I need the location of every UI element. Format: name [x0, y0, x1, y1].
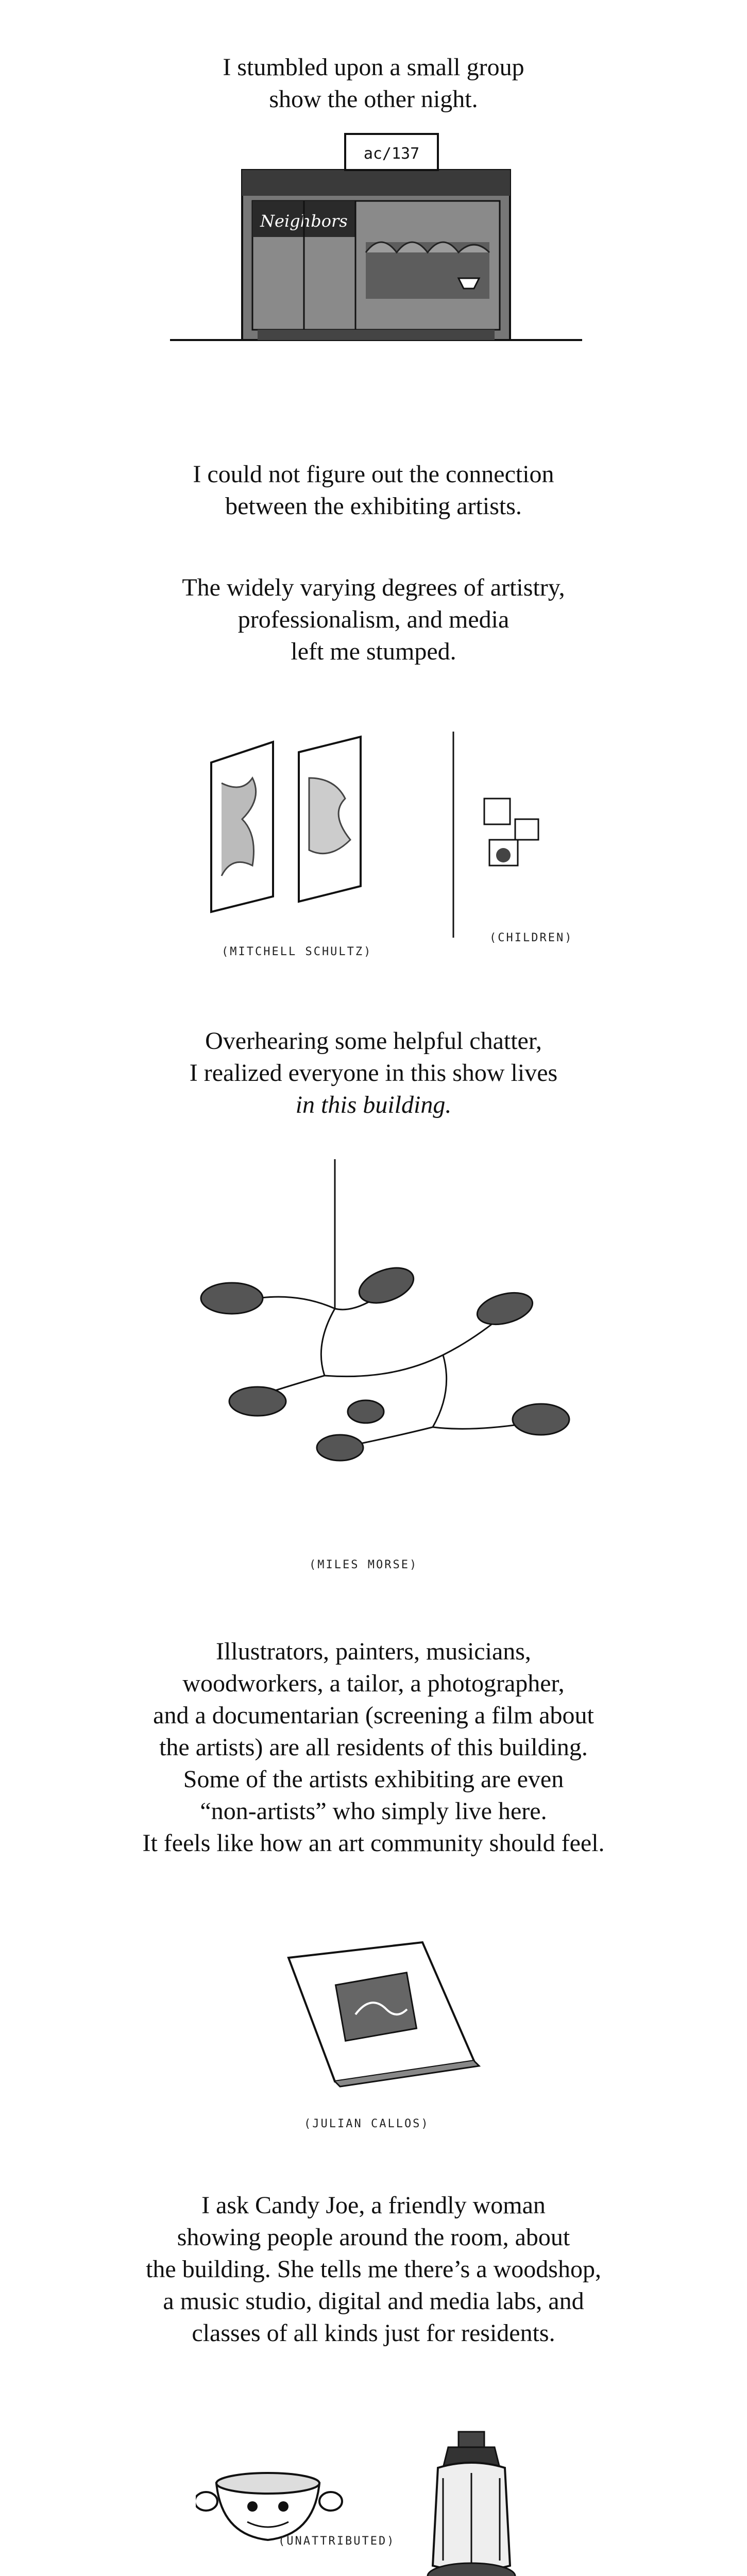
caption-line: “non-artists” who simply live here.	[200, 1798, 547, 1825]
caption-line: show the other night.	[269, 86, 478, 113]
caption-line: It feels like how an art community should feel.	[142, 1829, 605, 1857]
caption-line: Overhearing some helpful chatter,	[205, 1027, 542, 1055]
caption-line: I realized everyone in this show lives	[189, 1059, 558, 1087]
storefront-sign: ac/137	[363, 145, 420, 163]
caption-residents	[0, 1636, 747, 1859]
caption-line: the building. She tells me there’s a woodshop,	[146, 2256, 601, 2283]
label-children: (CHILDREN)	[489, 931, 573, 944]
label-miles-morse: (MILES MORSE)	[309, 1558, 418, 1571]
caption-line: I stumbled upon a small group	[223, 54, 524, 81]
storefront-illustration	[170, 118, 582, 361]
caption-candy-joe	[0, 2190, 747, 2349]
caption-line: The widely varying degrees of artistry,	[182, 574, 565, 601]
window-lettering: Neighbors	[260, 211, 348, 231]
caption-line: left me stumped.	[291, 638, 456, 665]
caption-stumped	[0, 572, 747, 668]
caption-line: Some of the artists exhibiting are even	[183, 1766, 564, 1793]
mobile-sculpture-illustration	[185, 1159, 598, 1530]
caption-intro	[0, 52, 747, 115]
caption-line: the artists) are all residents of this building.	[159, 1734, 588, 1761]
cup-lantern-illustration	[196, 2421, 556, 2576]
artworks-illustration	[196, 732, 587, 948]
caption-line: I ask Candy Joe, a friendly woman	[201, 2192, 546, 2219]
caption-line: professionalism, and media	[237, 606, 510, 633]
caption-line: classes of all kinds just for residents.	[192, 2319, 555, 2347]
caption-line-emphasis: in this building.	[295, 1091, 452, 1118]
caption-line: woodworkers, a tailor, a photographer,	[182, 1670, 565, 1697]
label-julian-callos: (JULIAN CALLOS)	[304, 2117, 430, 2130]
caption-line: Illustrators, painters, musicians,	[216, 1638, 531, 1665]
label-unattributed: (UNATTRIBUTED)	[278, 2535, 396, 2548]
caption-line: between the exhibiting artists.	[225, 493, 522, 520]
caption-line: and a documentarian (screening a film about	[153, 1702, 594, 1729]
caption-line: showing people around the room, about	[177, 2224, 570, 2251]
book-illustration	[268, 1937, 495, 2092]
caption-line: a music studio, digital and media labs, and	[163, 2287, 584, 2315]
label-mitchell-schultz: (MITCHELL SCHULTZ)	[222, 945, 372, 958]
caption-line: I could not figure out the connection	[193, 461, 554, 488]
caption-building	[0, 1025, 747, 1121]
caption-connection	[0, 459, 747, 522]
